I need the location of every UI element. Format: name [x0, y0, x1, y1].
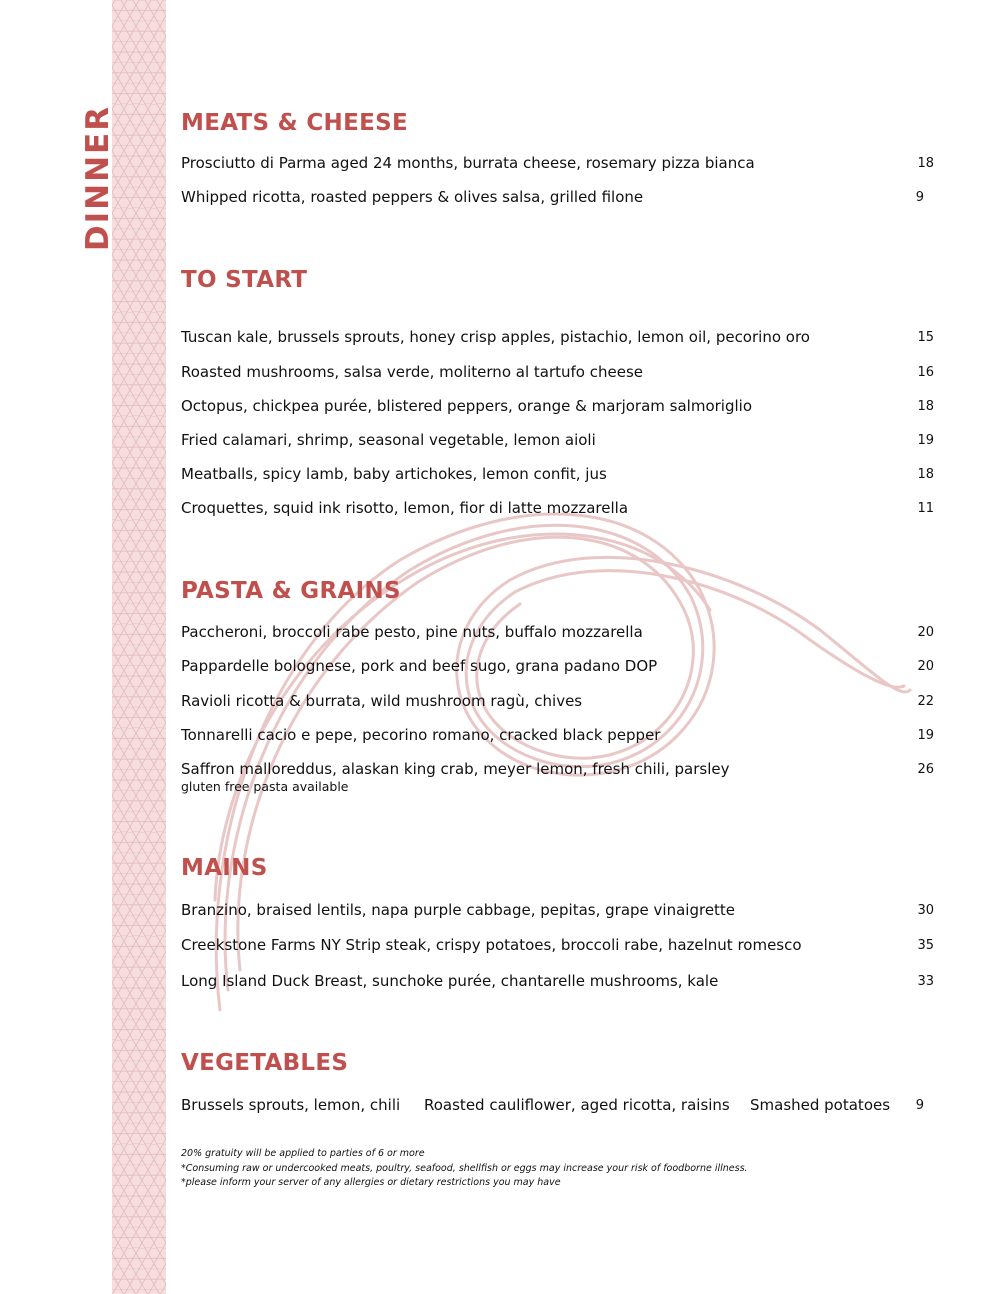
menu-item — [181, 188, 934, 210]
menu-item — [181, 726, 934, 748]
item-description: Pappardelle bolognese, pork and beef sugo, grana padano DOP — [181, 657, 658, 675]
item-price: 26 — [917, 762, 934, 777]
item-price: 19 — [917, 433, 934, 448]
section-title-to-start: TO START — [181, 267, 308, 293]
vegetables-price: 9 — [915, 1098, 924, 1113]
section-title-meats-cheese: MEATS & CHEESE — [181, 110, 408, 136]
footnote-gratuity: 20% gratuity will be applied to parties of 6 or more — [181, 1148, 425, 1159]
footnote-allergies: *please inform your server of any allergies or dietary restrictions you may have — [181, 1177, 561, 1188]
menu-item — [181, 431, 934, 453]
item-description: Whipped ricotta, roasted peppers & olives salsa, grilled filone — [181, 188, 644, 206]
item-description: Ravioli ricotta & burrata, wild mushroom ragù, chives — [181, 692, 583, 710]
item-description: Tonnarelli cacio e pepe, pecorino romano, cracked black pepper — [181, 726, 661, 744]
item-price: 16 — [917, 365, 934, 380]
item-description: Meatballs, spicy lamb, baby artichokes, lemon confit, jus — [181, 465, 607, 483]
item-price: 15 — [917, 330, 934, 345]
pasta-note: gluten free pasta available — [181, 779, 349, 794]
vegetables-row — [181, 1096, 934, 1118]
item-description: Paccheroni, broccoli rabe pesto, pine nuts, buffalo mozzarella — [181, 623, 643, 641]
item-price: 19 — [917, 728, 934, 743]
menu-item — [181, 972, 934, 994]
item-description: Saffron malloreddus, alaskan king crab, meyer lemon, fresh chili, parsley — [181, 760, 730, 778]
footnote-food-safety: *Consuming raw or undercooked meats, poultry, seafood, shellfish or eggs may increase your risk of foodborne illness. — [181, 1162, 748, 1174]
section-title-mains: MAINS — [181, 855, 268, 881]
item-price: 22 — [917, 694, 934, 709]
item-price: 30 — [917, 903, 934, 918]
item-price: 9 — [915, 190, 924, 205]
menu-item — [181, 465, 934, 487]
item-description: Roasted mushrooms, salsa verde, moliterno al tartufo cheese — [181, 363, 643, 381]
item-price: 18 — [917, 399, 934, 414]
item-description: Octopus, chickpea purée, blistered peppers, orange & marjoram salmoriglio — [181, 397, 753, 415]
vegetable-item: Brussels sprouts, lemon, chili — [181, 1096, 401, 1114]
menu-item — [181, 901, 934, 923]
item-description: Creekstone Farms NY Strip steak, crispy potatoes, broccoli rabe, hazelnut romesco — [181, 936, 802, 954]
menu-item — [181, 499, 934, 521]
vegetable-item: Smashed potatoes — [750, 1096, 891, 1114]
item-description: Fried calamari, shrimp, seasonal vegetable, lemon aioli — [181, 431, 596, 449]
item-description: Tuscan kale, brussels sprouts, honey crisp apples, pistachio, lemon oil, pecorino oro — [181, 328, 810, 346]
item-price: 20 — [917, 625, 934, 640]
item-price: 35 — [917, 938, 934, 953]
vegetable-item: Roasted cauliflower, aged ricotta, raisins — [424, 1096, 730, 1114]
item-description: Croquettes, squid ink risotto, lemon, fior di latte mozzarella — [181, 499, 629, 517]
menu-title — [70, 104, 126, 251]
section-title-vegetables: VEGETABLES — [181, 1050, 349, 1076]
item-description: Prosciutto di Parma aged 24 months, burrata cheese, rosemary pizza bianca — [181, 154, 755, 172]
menu-item — [181, 397, 934, 419]
menu-item — [181, 328, 934, 350]
item-description: Long Island Duck Breast, sunchoke purée, chantarelle mushrooms, kale — [181, 972, 719, 990]
menu-item — [181, 936, 934, 958]
menu-item — [181, 657, 934, 679]
menu-item — [181, 363, 934, 385]
section-title-pasta-grains: PASTA & GRAINS — [181, 578, 401, 604]
item-price: 18 — [917, 156, 934, 171]
menu-item — [181, 692, 934, 714]
dinner-title: DINNER — [80, 104, 116, 251]
item-description: Branzino, braised lentils, napa purple cabbage, pepitas, grape vinaigrette — [181, 901, 736, 919]
item-price: 18 — [917, 467, 934, 482]
item-price: 33 — [917, 974, 934, 989]
item-price: 20 — [917, 659, 934, 674]
footnotes — [181, 1147, 748, 1191]
item-price: 11 — [917, 501, 934, 516]
menu-item — [181, 623, 934, 645]
menu-item — [181, 154, 934, 176]
